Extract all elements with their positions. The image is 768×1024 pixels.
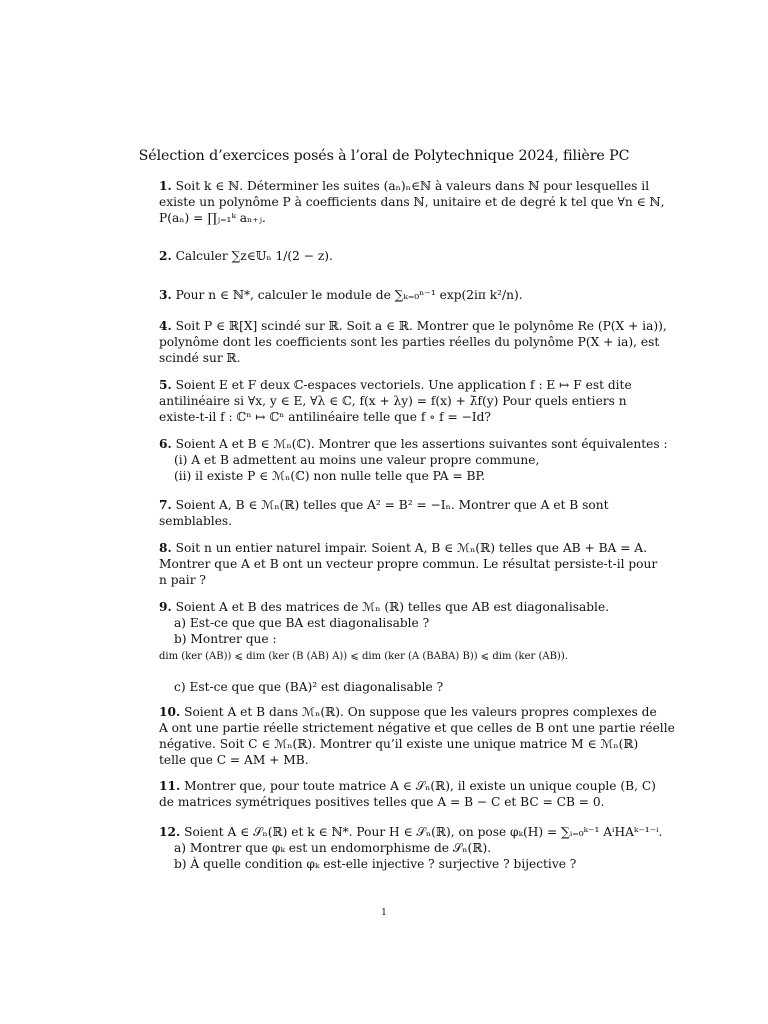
exercise-line: Soient A, B ∈ ℳₙ(ℝ) telles que A² = B² = −Iₙ. Montrer que A et B sont bbox=[175, 498, 609, 512]
exercise-line: telle que C = AM + MB. bbox=[159, 753, 309, 767]
exercise-subline: a) Montrer que φₖ est un endomorphisme de 𝒮ₙ(ℝ). bbox=[174, 841, 492, 855]
exercise-number: 3. bbox=[159, 288, 172, 302]
exercise-subline: a) Est-ce que que BA est diagonalisable ? bbox=[174, 616, 430, 630]
exercise-number: 11. bbox=[159, 779, 181, 793]
exercise-line: Soient A et B ∈ ℳₙ(ℂ). Montrer que les assertions suivantes sont équivalentes : bbox=[175, 437, 668, 451]
exercise-number: 9. bbox=[159, 600, 172, 614]
page-number: 1 bbox=[381, 908, 387, 918]
exercise-line: existe-t-il f : ℂⁿ ↦ ℂⁿ antilinéaire telle que f ∘ f = −Id? bbox=[159, 410, 491, 424]
exercise-line: Montrer que, pour toute matrice A ∈ 𝒮ₙ(ℝ), il existe un unique couple (B, C) bbox=[184, 779, 656, 793]
exercise-1 bbox=[159, 178, 665, 226]
exercise-12 bbox=[159, 824, 663, 872]
exercise-number: 7. bbox=[159, 498, 172, 512]
exercise-line: négative. Soit C ∈ ℳₙ(ℝ). Montrer qu’il existe une unique matrice M ∈ ℳₙ(ℝ) bbox=[159, 737, 639, 751]
exercise-line: de matrices symétriques positives telles que A = B − C et BC = CB = 0. bbox=[159, 795, 605, 809]
exercise-line: existe un polynôme P à coefficients dans ℕ, unitaire et de degré k tel que ∀n ∈ ℕ, bbox=[159, 195, 665, 209]
page-title: Sélection d’exercices posés à l’oral de Polytechnique 2024, filière PC bbox=[138, 148, 630, 164]
exercise-line: P(aₙ) = ∏ⱼ₌₁ᵏ aₙ₊ⱼ. bbox=[159, 211, 266, 225]
exercise-line: scindé sur ℝ. bbox=[159, 351, 241, 365]
exercise-9 bbox=[159, 599, 609, 695]
exercise-number: 8. bbox=[159, 541, 172, 555]
exercise-subline: (i) A et B admettent au moins une valeur propre commune, bbox=[174, 453, 540, 467]
dimension-inequality: dim (ker (AB)) ⩽ dim (ker (B (AB) A)) ⩽ dim (ker (A (BABA) B)) ⩽ dim (ker (AB)). bbox=[159, 651, 568, 662]
exercise-11 bbox=[159, 778, 656, 810]
exercise-4 bbox=[159, 318, 667, 366]
exercise-8 bbox=[159, 540, 658, 588]
exercise-line: polynôme dont les coefficients sont les parties réelles du polynôme P(X + ia), est bbox=[159, 335, 660, 349]
exercise-line: Calculer ∑z∈𝕌ₙ 1/(2 − z). bbox=[175, 249, 333, 263]
exercise-7 bbox=[159, 497, 609, 529]
exercise-number: 12. bbox=[159, 825, 181, 839]
exercise-line: Soient E et F deux ℂ-espaces vectoriels. Une application f : E ↦ F est dite bbox=[175, 378, 632, 392]
exercise-number: 5. bbox=[159, 378, 172, 392]
exercise-line: Soit k ∈ ℕ. Déterminer les suites (aₙ)ₙ∈ℕ à valeurs dans ℕ pour lesquelles il bbox=[175, 179, 650, 193]
exercise-number: 1. bbox=[159, 179, 172, 193]
exercise-6 bbox=[159, 436, 668, 484]
exercise-line: semblables. bbox=[159, 514, 233, 528]
exercise-line: A ont une partie réelle strictement négative et que celles de B ont une partie réelle bbox=[159, 721, 675, 735]
exercise-line: antilinéaire si ∀x, y ∈ E, ∀λ ∈ ℂ, f(x + λy) = f(x) + λ̄f(y) Pour quels entiers n bbox=[159, 394, 627, 408]
exercise-5 bbox=[159, 377, 632, 425]
exercise-subline: b) À quelle condition φₖ est-elle injective ? surjective ? bijective ? bbox=[174, 857, 577, 871]
exercise-line: Pour n ∈ ℕ*, calculer le module de ∑ₖ₌₀ⁿ⁻¹ exp(2iπ k²/n). bbox=[175, 288, 523, 302]
exercise-line: Montrer que A et B ont un vecteur propre commun. Le résultat persiste-t-il pour bbox=[159, 557, 658, 571]
exercise-line: n pair ? bbox=[159, 573, 206, 587]
exercise-2 bbox=[159, 248, 609, 264]
exercise-line: Soient A et B des matrices de ℳₙ (ℝ) telles que AB est diagonalisable. bbox=[175, 600, 610, 614]
exercise-subline: b) Montrer que : bbox=[174, 632, 277, 646]
exercise-number: 6. bbox=[159, 437, 172, 451]
exercise-10 bbox=[159, 704, 675, 768]
exercise-number: 10. bbox=[159, 705, 181, 719]
exercise-subline: c) Est-ce que que (BA)² est diagonalisable ? bbox=[174, 680, 444, 694]
exercise-number: 2. bbox=[159, 249, 172, 263]
exercise-3 bbox=[159, 287, 609, 303]
exercise-line: Soient A ∈ 𝒮ₙ(ℝ) et k ∈ ℕ*. Pour H ∈ 𝒮ₙ(ℝ), on pose φₖ(H) = ∑ᵢ₌₀ᵏ⁻¹ AⁱHAᵏ⁻¹⁻ⁱ. bbox=[184, 825, 663, 839]
exercise-subline: (ii) il existe P ∈ ℳₙ(ℂ) non nulle telle que PA = BP. bbox=[174, 469, 486, 483]
exercise-line: Soit P ∈ ℝ[X] scindé sur ℝ. Soit a ∈ ℝ. Montrer que le polynôme Re (P(X + ia)), bbox=[175, 319, 667, 333]
exercise-line: Soit n un entier naturel impair. Soient A, B ∈ ℳₙ(ℝ) telles que AB + BA = A. bbox=[175, 541, 647, 555]
exercise-number: 4. bbox=[159, 319, 172, 333]
exercise-line: Soient A et B dans ℳₙ(ℝ). On suppose que les valeurs propres complexes de bbox=[184, 705, 657, 719]
